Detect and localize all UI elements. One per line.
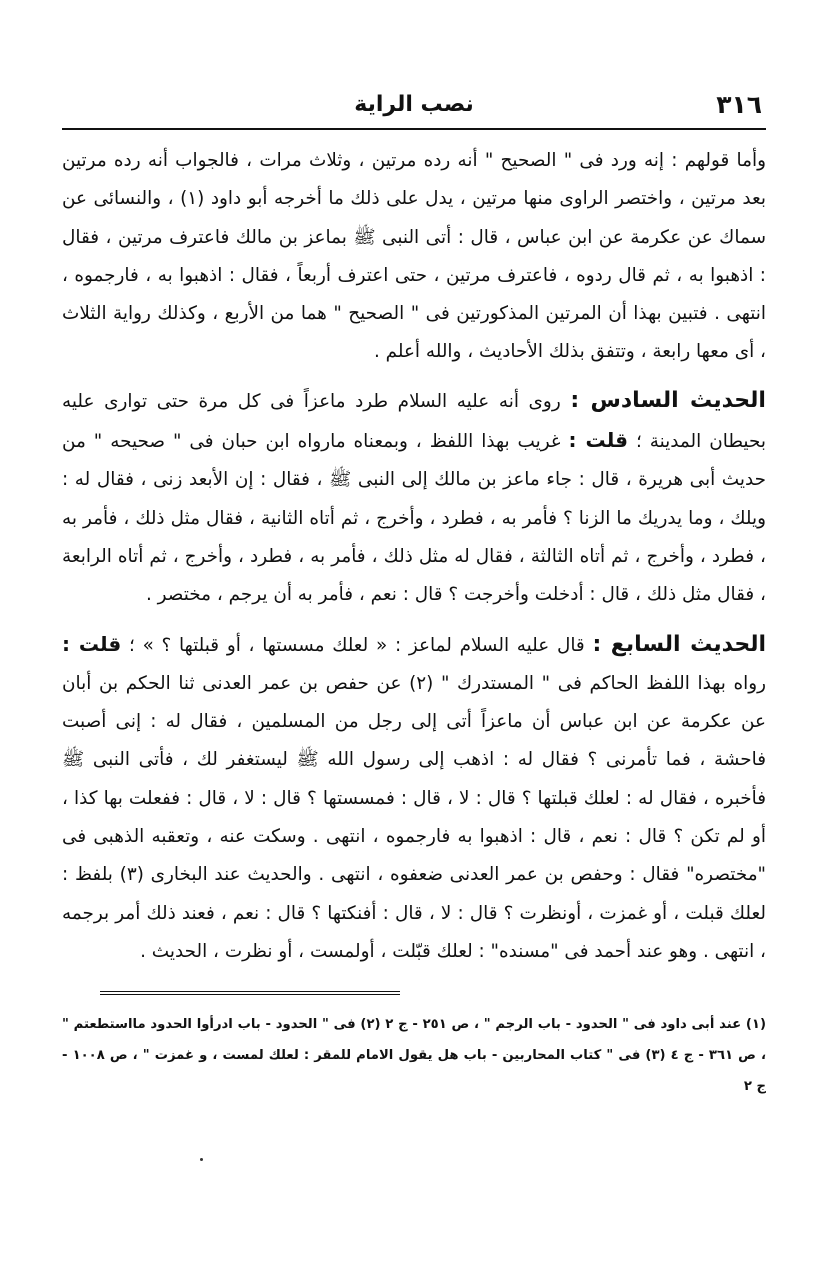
body-text [62,142,766,971]
qult-label: قلت : [62,631,122,656]
page-number: ٣١٦ [716,90,762,119]
hadith-6-text: روى أنه عليه السلام طرد ماعزاً فى كل مرة حتى توارى عليه بحيطان المدينة ؛ [62,390,766,453]
paragraph-hadith-7 [62,625,766,972]
book-page [62,88,766,1102]
qult-label: قلت : [568,428,628,453]
hadith-7-text: قال عليه السلام لماعز : « لعلك مسستها ، أو قبلتها ؟ » ؛ [129,634,585,656]
footnote-separator [62,991,766,995]
paragraph-hadith-6 [62,382,766,615]
hadith-6-heading: الحديث السادس : [570,387,766,413]
running-title: نصب الراية [354,92,474,117]
running-head [62,88,766,130]
hadith-6-commentary: غريب بهذا اللفظ ، وبمعناه مارواه ابن حبان فى " صحيحه " من حديث أبى هريرة ، قال : جاء ماعز بن مالك إلى النبى ﷺ ، فقال : إن الأبعد زنى ، فقال له : ويلك ، وما يدريك ما الزنا ؟ فأمر به ، فطرد ، وأخرج ، ثم أتاه الثانية ، فقال مثل ذلك ، فأمر به ، فطرد ، وأخرج ، ثم أتاه الثالثة ، فقال له مثل ذلك ، فأمر به ، فطرد ، وأخرج ، ثم أتاه الرابعة ، فقال مثل ذلك ، قال : أدخلت وأخرجت ؟ قال : نعم ، فأمر به أن يرجم ، مختصر . [62,431,766,606]
hadith-7-heading: الحديث السابع : [592,631,766,657]
ink-speck [200,1158,203,1161]
footnote-block: (١) عند أبى داود فى " الحدود - باب الرجم " ، ص ٢٥١ - ج ٢ (٢) فى " الحدود - باب ادرأوا الحدود مااستطعتم " ، ص ٣٦١ - ج ٤ (٣) فى " كتاب المحاربين - باب هل يقول الامام للمقر : لعلك لمست ، و غمزت " ، ص ١٠٠٨ - ج ٢ [62,1017,767,1095]
footnotes [62,1009,766,1102]
paragraph-1: وأما قولهم : إنه ورد فى " الصحيح " أنه رده مرتين ، وثلاث مرات ، فالجواب أنه رده مرتين بعد مرتين ، واختصر الراوى منها مرتين ، يدل على ذلك ما أخرجه أبو داود (١) ، والنسائى عن سماك عن عكرمة عن ابن عباس ، قال : أتى النبى ﷺ بماعز بن مالك فاعترف مرتين ، فقال : اذهبوا به ، ثم قال ردوه ، فاعترف مرتين ، حتى اعترف أربعاً ، فقال : اذهبوا به ، فارجموه ، انتهى . فتبين بهذا أن المرتين المذكورتين فى " الصحيح " هما من الأربع ، وكذلك رواية الثلاث ، أى معها رابعة ، وتتفق بذلك الأحاديث ، والله أعلم . [62,150,766,363]
hadith-7-commentary: رواه بهذا اللفظ الحاكم فى " المستدرك " (٢) عن حفص بن عمر العدنى ثنا الحكم بن أبان عن عكرمة عن ابن عباس أن ماعزاً أتى إلى رجل من المسلمين ، فقال له : إنى أصبت فاحشة ، فما تأمرنى ؟ فقال له : اذهب إلى رسول الله ﷺ ليستغفر لك ، فأتى النبى ﷺ فأخبره ، فقال له : لعلك قبلتها ؟ قال : لا ، قال : فمسستها ؟ قال : لا ، قال : ففعلت بها كذا ، أو لم تكن ؟ قال : نعم ، قال : اذهبوا به فارجموه ، انتهى . وسكت عنه ، وتعقبه الذهبى فى "مختصره" فقال : وحفص بن عمر العدنى ضعفوه ، انتهى . والحديث عند البخارى (٣) بلفظ : لعلك قبلت ، أو غمزت ، أونظرت ؟ قال : لا ، قال : أفنكتها ؟ قال : نعم ، فعند ذلك أمر برجمه ، انتهى . وهو عند أحمد فى "مسنده" : لعلك قبّلت ، أولمست ، أو نظرت ، الحديث . [62,672,767,962]
